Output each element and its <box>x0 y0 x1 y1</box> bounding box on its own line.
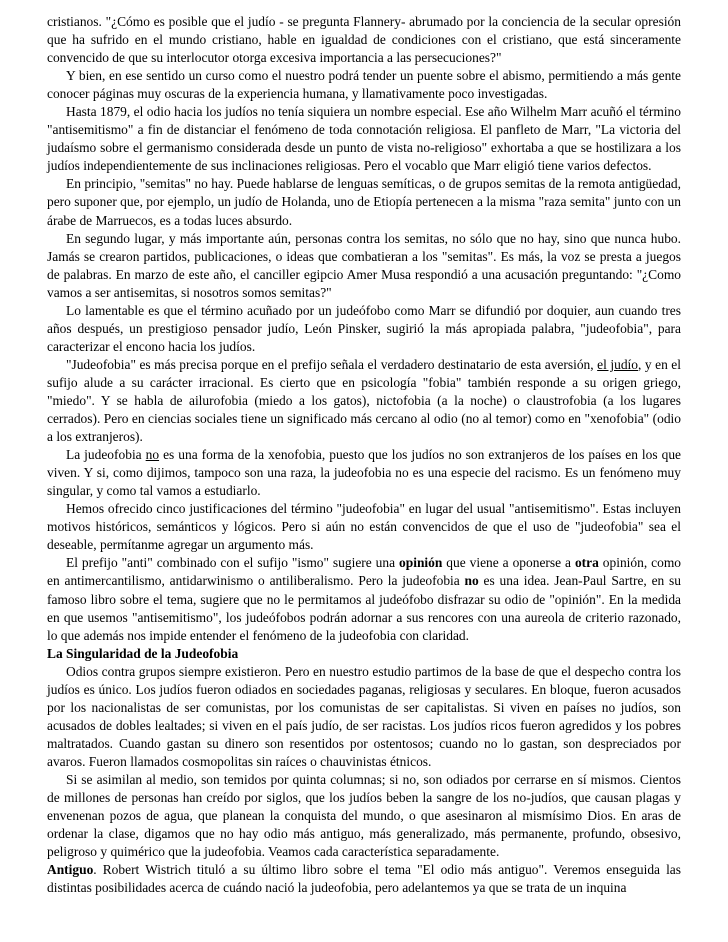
bold-opinion: opinión <box>399 555 443 571</box>
paragraph-8-text-b: es una forma de la xenofobia, puesto que los judíos no son extranjeros de los países en los que viven. Y si, como dijimos, tampoco son una raza, la judeofobia no es una especie del racismo. Es un fenómeno muy singular, y como tal vamos a estudiarlo. <box>47 447 682 499</box>
underlined-el-judio: el judío <box>597 356 638 372</box>
paragraph-3: Hasta 1879, el odio hacia los judíos no tenía siquiera un nombre especial. Ese año Wilhelm Marr acuñó el término "antisemitismo" a fin de distanciar el fenómeno de toda connotación religiosa. El panfleto de Marr, "La victoria del judaísmo sobre el germanismo considerada desde un punto de vista no-religioso" exhortaba a que se hostilizara a los judíos independientemente de sus inclinaciones religiosas. Pero el vocablo que Marr eligió tiene varios defectos. <box>47 104 681 174</box>
paragraph-7-text-a: "Judeofobia" es más precisa porque en el prefijo señala el verdadero destinatario de esta aversión, <box>66 356 598 372</box>
paragraph-6: Lo lamentable es que el término acuñado por un judeófobo como Marr se difundió por doquier, aun cuando tres años después, un prestigioso pensador judío, León Pinsker, sugirió la más apropiada palabra, "judeofobia", para caracterizar el encono hacia los judíos. <box>47 302 681 354</box>
paragraph-7 <box>47 356 681 446</box>
paragraph-7-text-b: , y en el sufijo alude a su carácter irracional. Es cierto que en psicología "fobia" también responde a su origen griego, "miedo". Y se habla de ailurofobia (miedo a los gatos), nictofobia (a la noche) o claustrofobia (a los lugares cerrados). Pero en ciencias sociales tiene un significado más cercano al odio (no al temor) como en "xenofobia" (odio a los extranjeros). <box>47 356 681 445</box>
paragraph-11: Odios contra grupos siempre existieron. Pero en nuestro estudio partimos de la base de que el despecho contra los judíos es único. Los judíos fueron odiados en sociedades paganas, religiosas y seculares. En bloque, fueron acusados por los nacionalistas de ser comunistas, por los comunistas de ser capitalistas. Si viven en países no judíos, son acusados de dobles lealtades; si viven en el país judío, de ser racistas. Los judíos ricos fueron agredidos y los pobres maltratados. Cuando gastan su dinero son resentidos por ostentosos; cuando no lo gastan, son despreciados por avaros. Fueron llamados cosmopolitas sin raíces o chauvinistas étnicos. <box>47 663 681 769</box>
paragraph-10 <box>47 554 681 644</box>
underlined-no: no <box>145 447 160 463</box>
paragraph-12: Si se asimilan al medio, son temidos por quinta columnas; si no, son odiados por cerrarse en sí mismos. Cientos de millones de personas han creído por siglos, que los judíos beben la sangre de los no-judíos, que causan plagas y envenenan pozos de agua, que planean la conquista del mundo, o que asesinaron al mismísimo Dios. En aras de ordenar la clase, digamos que no hay odio más antiguo, más generalizado, más permanente, profundo, obsesivo, peligroso y quimérico que la judeofobia. Veamos cada característica separadamente. <box>47 771 681 860</box>
paragraph-10-text-c: que viene a oponerse a <box>442 555 575 571</box>
paragraph-4: En principio, "semitas" no hay. Puede hablarse de lenguas semíticas, o de grupos semitas de la remota antigüedad, pero suponer que, por ejemplo, un judío de Holanda, uno de Etiopía pertenecen a la misma "raza semita" junto con un árabe de Marruecos, es a todas luces absurdo. <box>47 176 681 228</box>
section-heading: La Singularidad de la Judeofobia <box>47 645 239 661</box>
paragraph-2: Y bien, en ese sentido un curso como el nuestro podrá tender un puente sobre el abismo, permitiendo a más gente conocer páginas muy oscuras de la experiencia humana, y llamativamente poco investigadas. <box>47 68 681 102</box>
bold-otra: otra <box>574 555 599 571</box>
paragraph-8 <box>47 446 681 500</box>
paragraph-9: Hemos ofrecido cinco justificaciones del término "judeofobia" en lugar del usual "antisemitismo". Estas incluyen motivos históricos, semánticos y lógicos. Pero si aún no están convencidos de que el uso de "judeofobia" sea el deseable, permítanme agregar un argumento más. <box>47 501 681 553</box>
paragraph-10-text-a: El prefijo "anti" combinado con el sufijo "ismo" sugiere una <box>66 555 400 571</box>
paragraph-10-text-d: opinión, como en antimercantilismo, antidarwinismo o antiliberalismo. Pero la judeofobia <box>47 555 682 589</box>
bold-antiguo: Antiguo <box>47 862 94 878</box>
bold-no: no <box>464 573 479 589</box>
paragraph-13 <box>47 861 681 897</box>
paragraph-5: En segundo lugar, y más importante aún, personas contra los semitas, no sólo que no hay, sino que nunca hubo. Jamás se crearon partidos, publicaciones, o ideas que combatieran a los "semitas". Es más, la voz se presta a juegos de palabras. En marzo de este año, el canciller egipcio Amer Musa respondió a una acusación preguntando: "¿Como vamos a ser antisemitas, si nosotros somos semitas?" <box>47 230 681 300</box>
paragraph-13-text: . Robert Wistrich tituló a su último libro sobre el tema "El odio más antiguo". Veremos enseguida las distintas posibilidades acerca de cuándo nació la judeofobia, pero adelantemos ya que se trata de un inquina <box>47 862 681 896</box>
paragraph-10-text-e: es una idea. Jean-Paul Sartre, en su famoso libro sobre el tema, sugiere que no le permitamos al judeófobo disfrazar su odio de "opinión". En la medida en que usemos "antisemitismo", los judeófobos podrán adornar a sus rencores con una aureola de criterio razonado, lo que además nos impide entender el fenómeno de la judeofobia con claridad. <box>47 573 682 643</box>
paragraph-1: cristianos. "¿Cómo es posible que el judío - se pregunta Flannery- abrumado por la conciencia de la secular opresión que ha sufrido en el mundo cristiano, hable en igualdad de condiciones con el cristiano, que está sinceramente convencido de que su interlocutor otorga excesiva importancia a las persecuciones?" <box>47 14 681 66</box>
paragraph-8-text-a: La judeofobia <box>66 447 146 463</box>
